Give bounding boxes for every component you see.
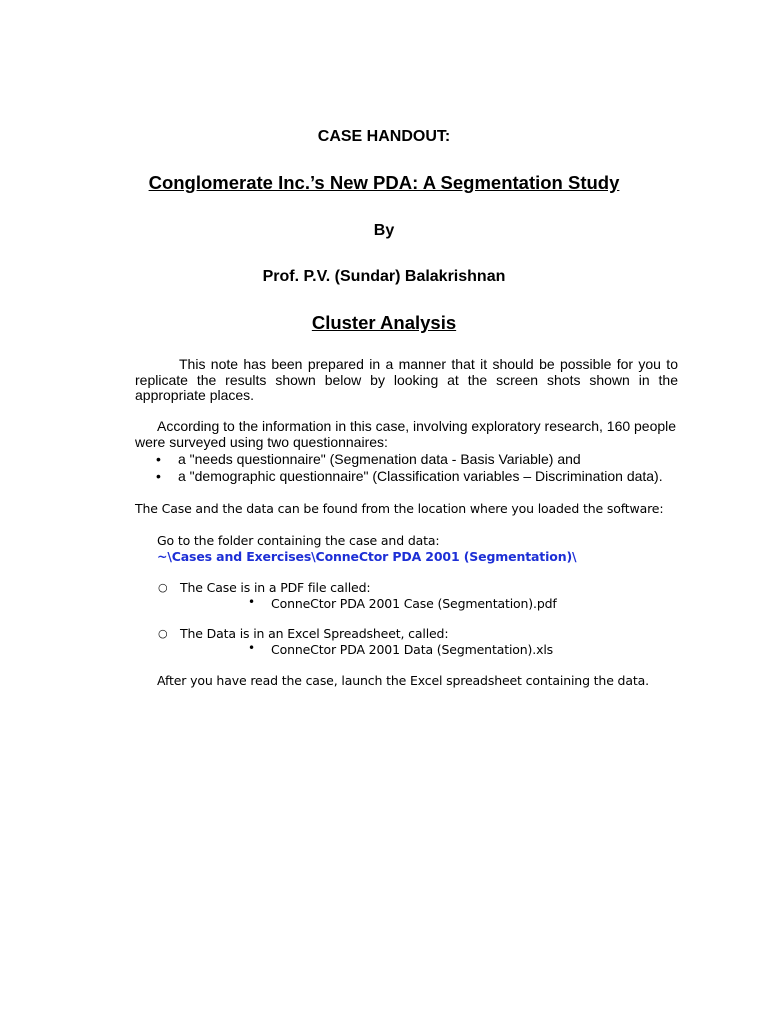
intro-paragraph: This note has been prepared in a manner that it should be possible for you to replicate the results shown below by looking at the screen shots shown in the appropriate places. — [135, 356, 678, 403]
bullet-icon: • — [156, 451, 161, 467]
questionnaire-item: a "needs questionnaire" (Segmenation data - Basis Variable) and — [178, 451, 581, 467]
circle-bullet-icon: ○ — [158, 581, 168, 594]
survey-paragraph: According to the information in this case, involving exploratory research, 160 people were surveyed using two questionnaires: — [135, 418, 677, 450]
case-file-label: The Case is in a PDF file called: — [180, 580, 371, 595]
folder-instruction: Go to the folder containing the case and data: — [157, 533, 440, 548]
closing-instruction: After you have read the case, launch the Excel spreadsheet containing the data. — [157, 673, 649, 688]
document-title: Conglomerate Inc.’s New PDA: A Segmentation Study — [148, 172, 620, 193]
questionnaire-list — [156, 451, 663, 485]
circle-bullet-icon: ○ — [158, 627, 168, 640]
list-item — [156, 451, 663, 468]
author-name: Prof. P.V. (Sundar) Balakrishnan — [262, 268, 506, 285]
case-file-name[interactable]: ConneCtor PDA 2001 Case (Segmentation).pdf — [271, 596, 557, 611]
by-label: By — [373, 222, 395, 239]
data-file-name[interactable]: ConneCtor PDA 2001 Data (Segmentation).xls — [271, 642, 554, 657]
list-item — [156, 468, 663, 485]
folder-path-link[interactable]: ~\Cases and Exercises\ConneCtor PDA 2001 (Segmentation)\ — [157, 549, 577, 564]
bullet-icon: • — [248, 641, 256, 655]
location-intro: The Case and the data can be found from the location where you loaded the software: — [135, 501, 664, 516]
handout-label: CASE HANDOUT: — [317, 128, 451, 145]
data-file-label: The Data is in an Excel Spreadsheet, called: — [180, 626, 449, 641]
bullet-icon: • — [248, 595, 256, 609]
bullet-icon: • — [156, 468, 161, 484]
questionnaire-item: a "demographic questionnaire" (Classification variables – Discrimination data). — [178, 468, 663, 484]
section-title: Cluster Analysis — [311, 312, 457, 333]
